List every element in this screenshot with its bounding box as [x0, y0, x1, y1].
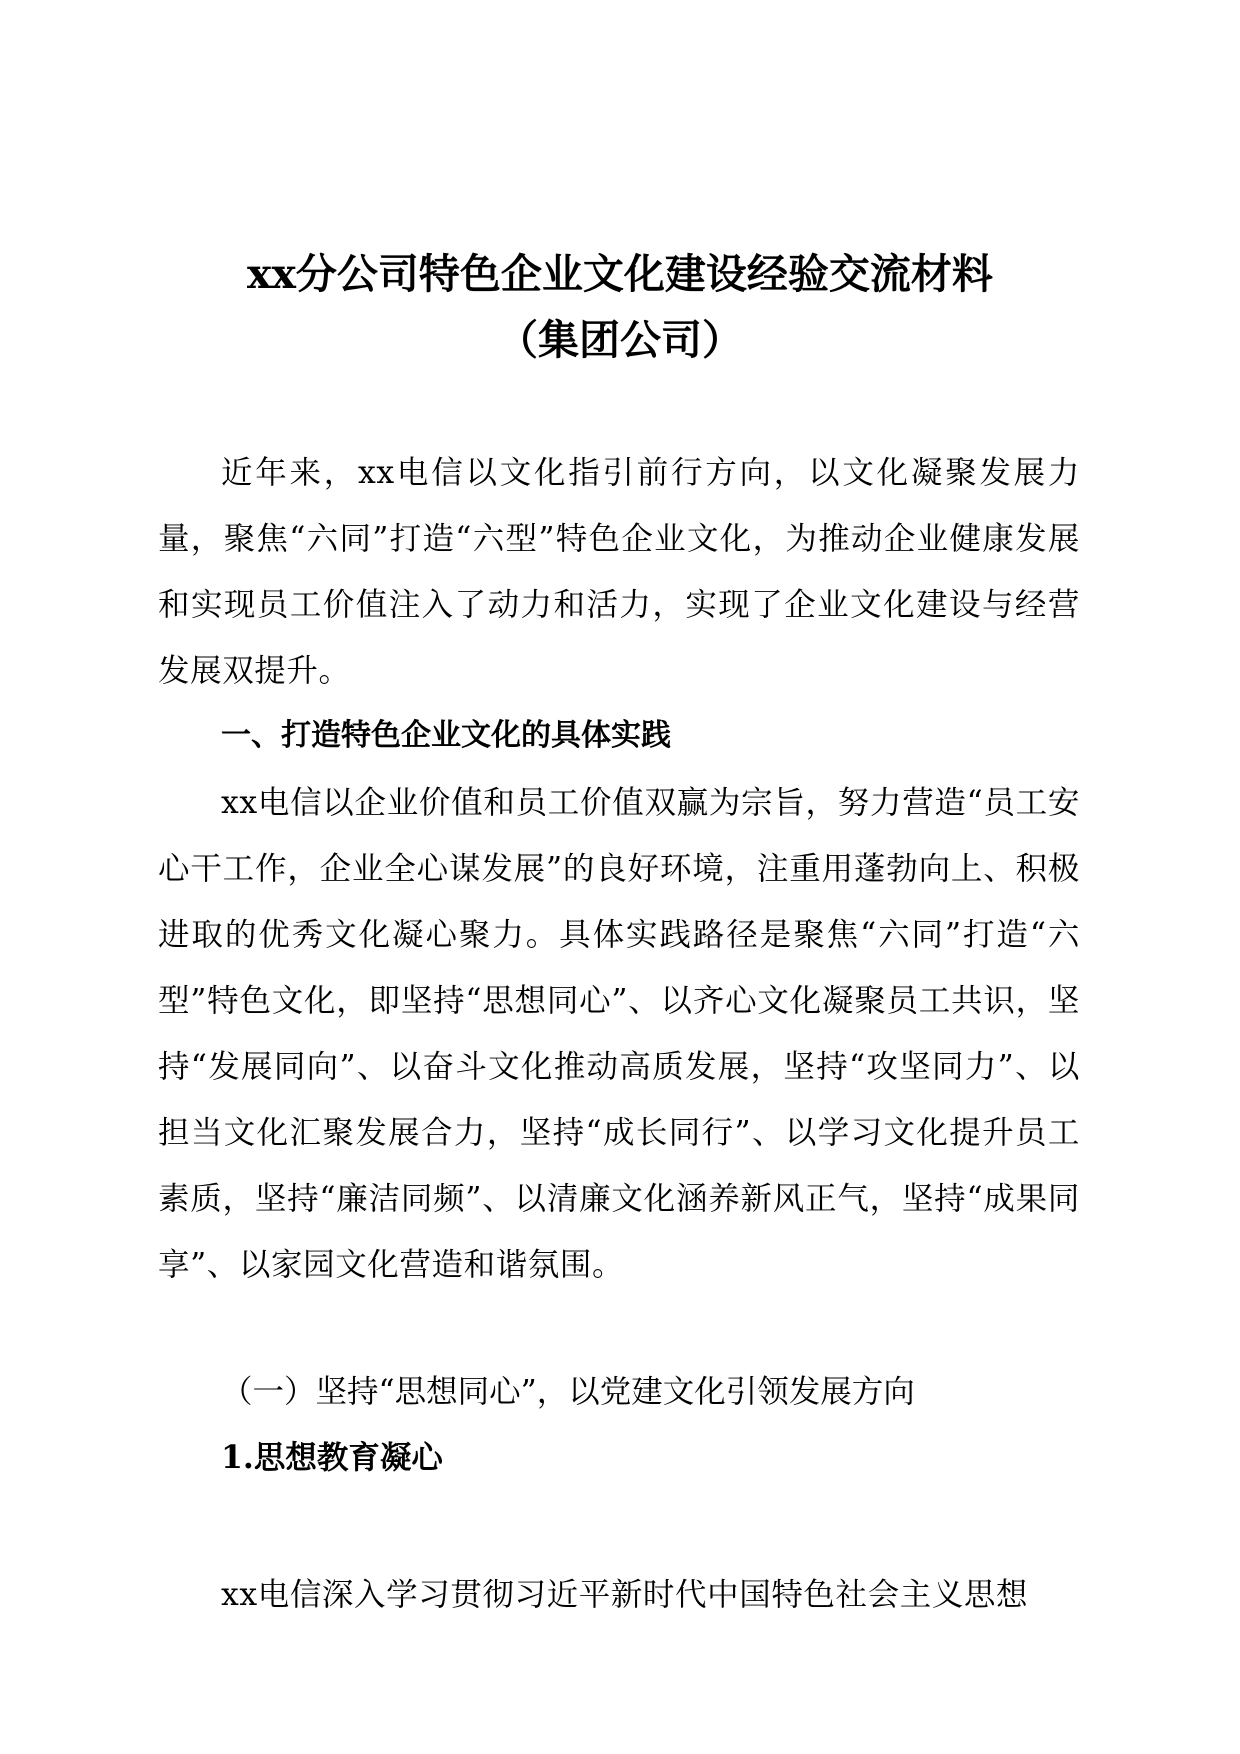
- section-paragraph: xx电信以企业价值和员工价值双赢为宗旨，努力营造“员工安心干工作，企业全心谋发展”的良好环境，注重用蓬勃向上、积极进取的优秀文化凝心聚力。具体实践路径是聚焦“六同”打造“六型”特色文化，即坚持“思想同心”、以齐心文化凝聚员工共识，坚持“发展同向”、以奋斗文化推动高质发展，坚持“攻坚同力”、以担当文化汇聚发展合力，坚持“成长同行”、以学习文化提升员工素质，坚持“廉洁同频”、以清廉文化涵养新风正气，坚持“成果同享”、以家园文化营造和谐氛围。: [158, 785, 1080, 1283]
- intro-paragraph: 近年来，xx电信以文化指引前行方向，以文化凝聚发展力量，聚焦“六同”打造“六型”特色企业文化，为推动企业健康发展和实现员工价值注入了动力和活力，实现了企业文化建设与经营发展双提升。: [158, 455, 1080, 689]
- section-heading: 一、打造特色企业文化的具体实践: [221, 718, 671, 753]
- subsection-heading: （一）坚持“思想同心”，以党建文化引领发展方向: [221, 1374, 915, 1410]
- item-paragraph: xx电信深入学习贯彻习近平新时代中国特色社会主义思想: [221, 1577, 1029, 1613]
- document-title-line-2: （集团公司）: [497, 316, 743, 364]
- item-heading: 1.思想教育凝心: [221, 1439, 443, 1476]
- document-title-line-1: xx分公司特色企业文化建设经验交流材料: [247, 250, 993, 298]
